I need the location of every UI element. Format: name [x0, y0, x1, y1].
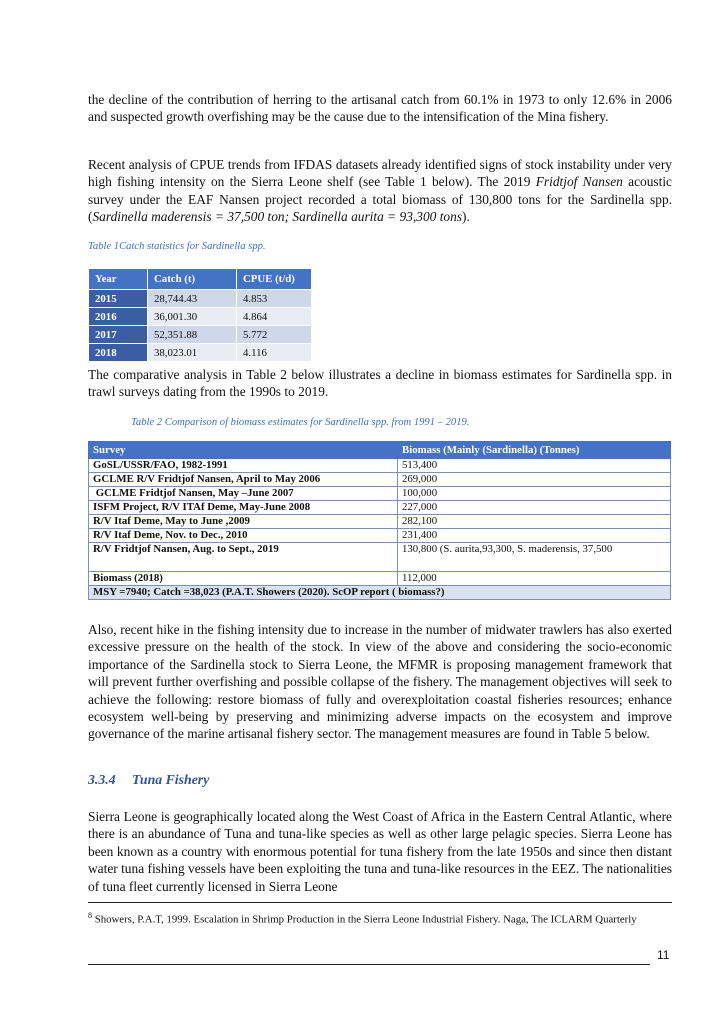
table2-footer-cell: MSY =7940; Catch =38,023 (P.A.T. Showers (2020). ScOP report ( biomass?) — [89, 586, 671, 600]
vessel-name: Fridtjof Nansen — [535, 174, 623, 190]
footnote — [88, 909, 672, 927]
table1-catch-cell: 36,001.30 — [148, 308, 237, 326]
table2-survey-cell: Biomass (2018) — [89, 572, 398, 586]
table2-survey-cell: GCLME R/V Fridtjof Nansen, April to May 2006 — [89, 473, 398, 487]
table-row — [89, 473, 671, 487]
table2-survey-cell: ISFM Project, R/V ITAf Deme, May-June 2008 — [89, 501, 398, 515]
table-row — [89, 529, 671, 543]
table-row — [89, 290, 312, 308]
table1-cpue-cell: 5.772 — [237, 326, 312, 344]
table1-cpue-cell: 4.116 — [237, 344, 312, 362]
table-row — [89, 487, 671, 501]
page-number: 11 — [657, 948, 670, 962]
paragraph-cpue-text-e: ). — [462, 209, 470, 225]
table-catch-statistics — [88, 268, 312, 362]
table1-cpue-cell: 4.853 — [237, 290, 312, 308]
paragraph-comparative-analysis: The comparative analysis in Table 2 below illustrates a decline in biomass estimates for Sardinella spp. in trawl surveys dating from the 1990s to 2019. — [88, 367, 672, 400]
table1-header-catch: Catch (t) — [148, 269, 237, 290]
table1-header-row — [89, 269, 312, 290]
section-title: Tuna Fishery — [132, 772, 210, 787]
table2-biomass-cell: 130,800 (S. aurita,93,300, S. maderensis, 37,500 — [398, 543, 671, 572]
table1-caption: Table 1Catch statistics for Sardinella spp. — [88, 241, 266, 252]
table2-survey-cell: R/V Itaf Deme, May to June ,2009 — [89, 515, 398, 529]
table1-year-cell: 2016 — [89, 308, 148, 326]
table1-year-cell: 2018 — [89, 344, 148, 362]
table1-header-year: Year — [89, 269, 148, 290]
footnote-text: Showers, P.A.T, 1999. Escalation in Shrimp Production in the Sierra Leone Industrial Fishery. Naga, The ICLARM Quarterly — [92, 913, 637, 926]
table2-caption: Table 2 Comparison of biomass estimates for Sardinella spp. from 1991 – 2019. — [131, 417, 470, 428]
species-biomass: Sardinella maderensis = 37,500 ton; Sardinella aurita = 93,300 tons — [92, 209, 463, 225]
table2-footer-row — [89, 586, 671, 600]
section-heading — [88, 772, 209, 788]
table-biomass-comparison — [88, 441, 671, 600]
table1-catch-cell: 38,023.01 — [148, 344, 237, 362]
table2-header-survey: Survey — [89, 442, 398, 459]
footnote-mark: 8 — [88, 911, 92, 920]
paragraph-fishing-intensity: Also, recent hike in the fishing intensity due to increase in the number of midwater trawlers has also exerted excessive pressure on the health of the stock. In view of the above and considering the socio-economic importance of the Sardinella stock to Sierra Leone, the MFMR is proposing management framework that will prevent further overfishing and possible collapse of the fishery. The management objectives will seek to achieve the following: restore biomass of fully and overexploitation coastal fisheries resources; enhance ecosystem well-being by preserving and minimizing adverse impacts on the ecosystem and improve governance of the marine artisanal fishery sector. The management measures are found in Table 5 below. — [88, 622, 672, 742]
table2-survey-cell: GoSL/USSR/FAO, 1982-1991 — [89, 459, 398, 473]
section-number: 3.3.4 — [88, 772, 116, 787]
table2-biomass-cell: 100,000 — [398, 487, 671, 501]
table2-biomass-cell: 269,000 — [398, 473, 671, 487]
table2-survey-cell: GCLME Fridtjof Nansen, May –June 2007 — [89, 487, 398, 501]
table2-survey-cell: R/V Itaf Deme, Nov. to Dec., 2010 — [89, 529, 398, 543]
table1-year-cell: 2015 — [89, 290, 148, 308]
paragraph-cpue-trends — [88, 156, 672, 226]
table-row — [89, 501, 671, 515]
table2-biomass-cell: 227,000 — [398, 501, 671, 515]
table2-biomass-cell: 282,100 — [398, 515, 671, 529]
table1-year-cell: 2017 — [89, 326, 148, 344]
table1-catch-cell: 52,351.88 — [148, 326, 237, 344]
table-row — [89, 326, 312, 344]
table2-header-biomass: Biomass (Mainly (Sardinella) (Tonnes) — [398, 442, 671, 459]
table2-header-row — [89, 442, 671, 459]
table2-biomass-cell: 231,400 — [398, 529, 671, 543]
paragraph-cpue-text-c: acoustic survey under the EAF Nansen project recorded a total biomass of 130,800 tons for the Sardinella spp. ( — [88, 174, 672, 225]
table1-catch-cell: 28,744.43 — [148, 290, 237, 308]
table1-header-cpue: CPUE (t/d) — [237, 269, 312, 290]
table2-survey-cell: R/V Fridtjof Nansen, Aug. to Sept., 2019 — [89, 543, 398, 572]
table-row — [89, 515, 671, 529]
table-row — [89, 308, 312, 326]
footer-rule — [88, 964, 650, 965]
table2-biomass-cell: 112,000 — [398, 572, 671, 586]
table1-cpue-cell: 4.864 — [237, 308, 312, 326]
table-row — [89, 543, 671, 572]
paragraph-cpue-text-a: Recent analysis of CPUE trends from IFDAS datasets already identified signs of stock instability under very high fishing intensity on the Sierra Leone shelf (see Table 1 below). The 2019 — [88, 157, 672, 190]
paragraph-herring-decline: the decline of the contribution of herring to the artisanal catch from 60.1% in 1973 to only 12.6% in 2006 and suspected growth overfishing may be the cause due to the intensification of the Mina fishery. — [88, 92, 672, 125]
table-row — [89, 459, 671, 473]
footnote-separator — [88, 902, 672, 903]
table2-biomass-cell: 513,400 — [398, 459, 671, 473]
table-row — [89, 344, 312, 362]
table-row — [89, 572, 671, 586]
paragraph-tuna-fishery: Sierra Leone is geographically located along the West Coast of Africa in the Eastern Central Atlantic, where there is an abundance of Tuna and tuna-like species as well as other large pelagic species. Sierra Leone has been known as a country with enormous potential for tuna fishery from the late 1950s and since then distant water tuna fishing vessels have been exploiting the tuna and tuna-like resources in the EEZ. The nationalities of tuna fleet currently licensed in Sierra Leone — [88, 809, 672, 894]
